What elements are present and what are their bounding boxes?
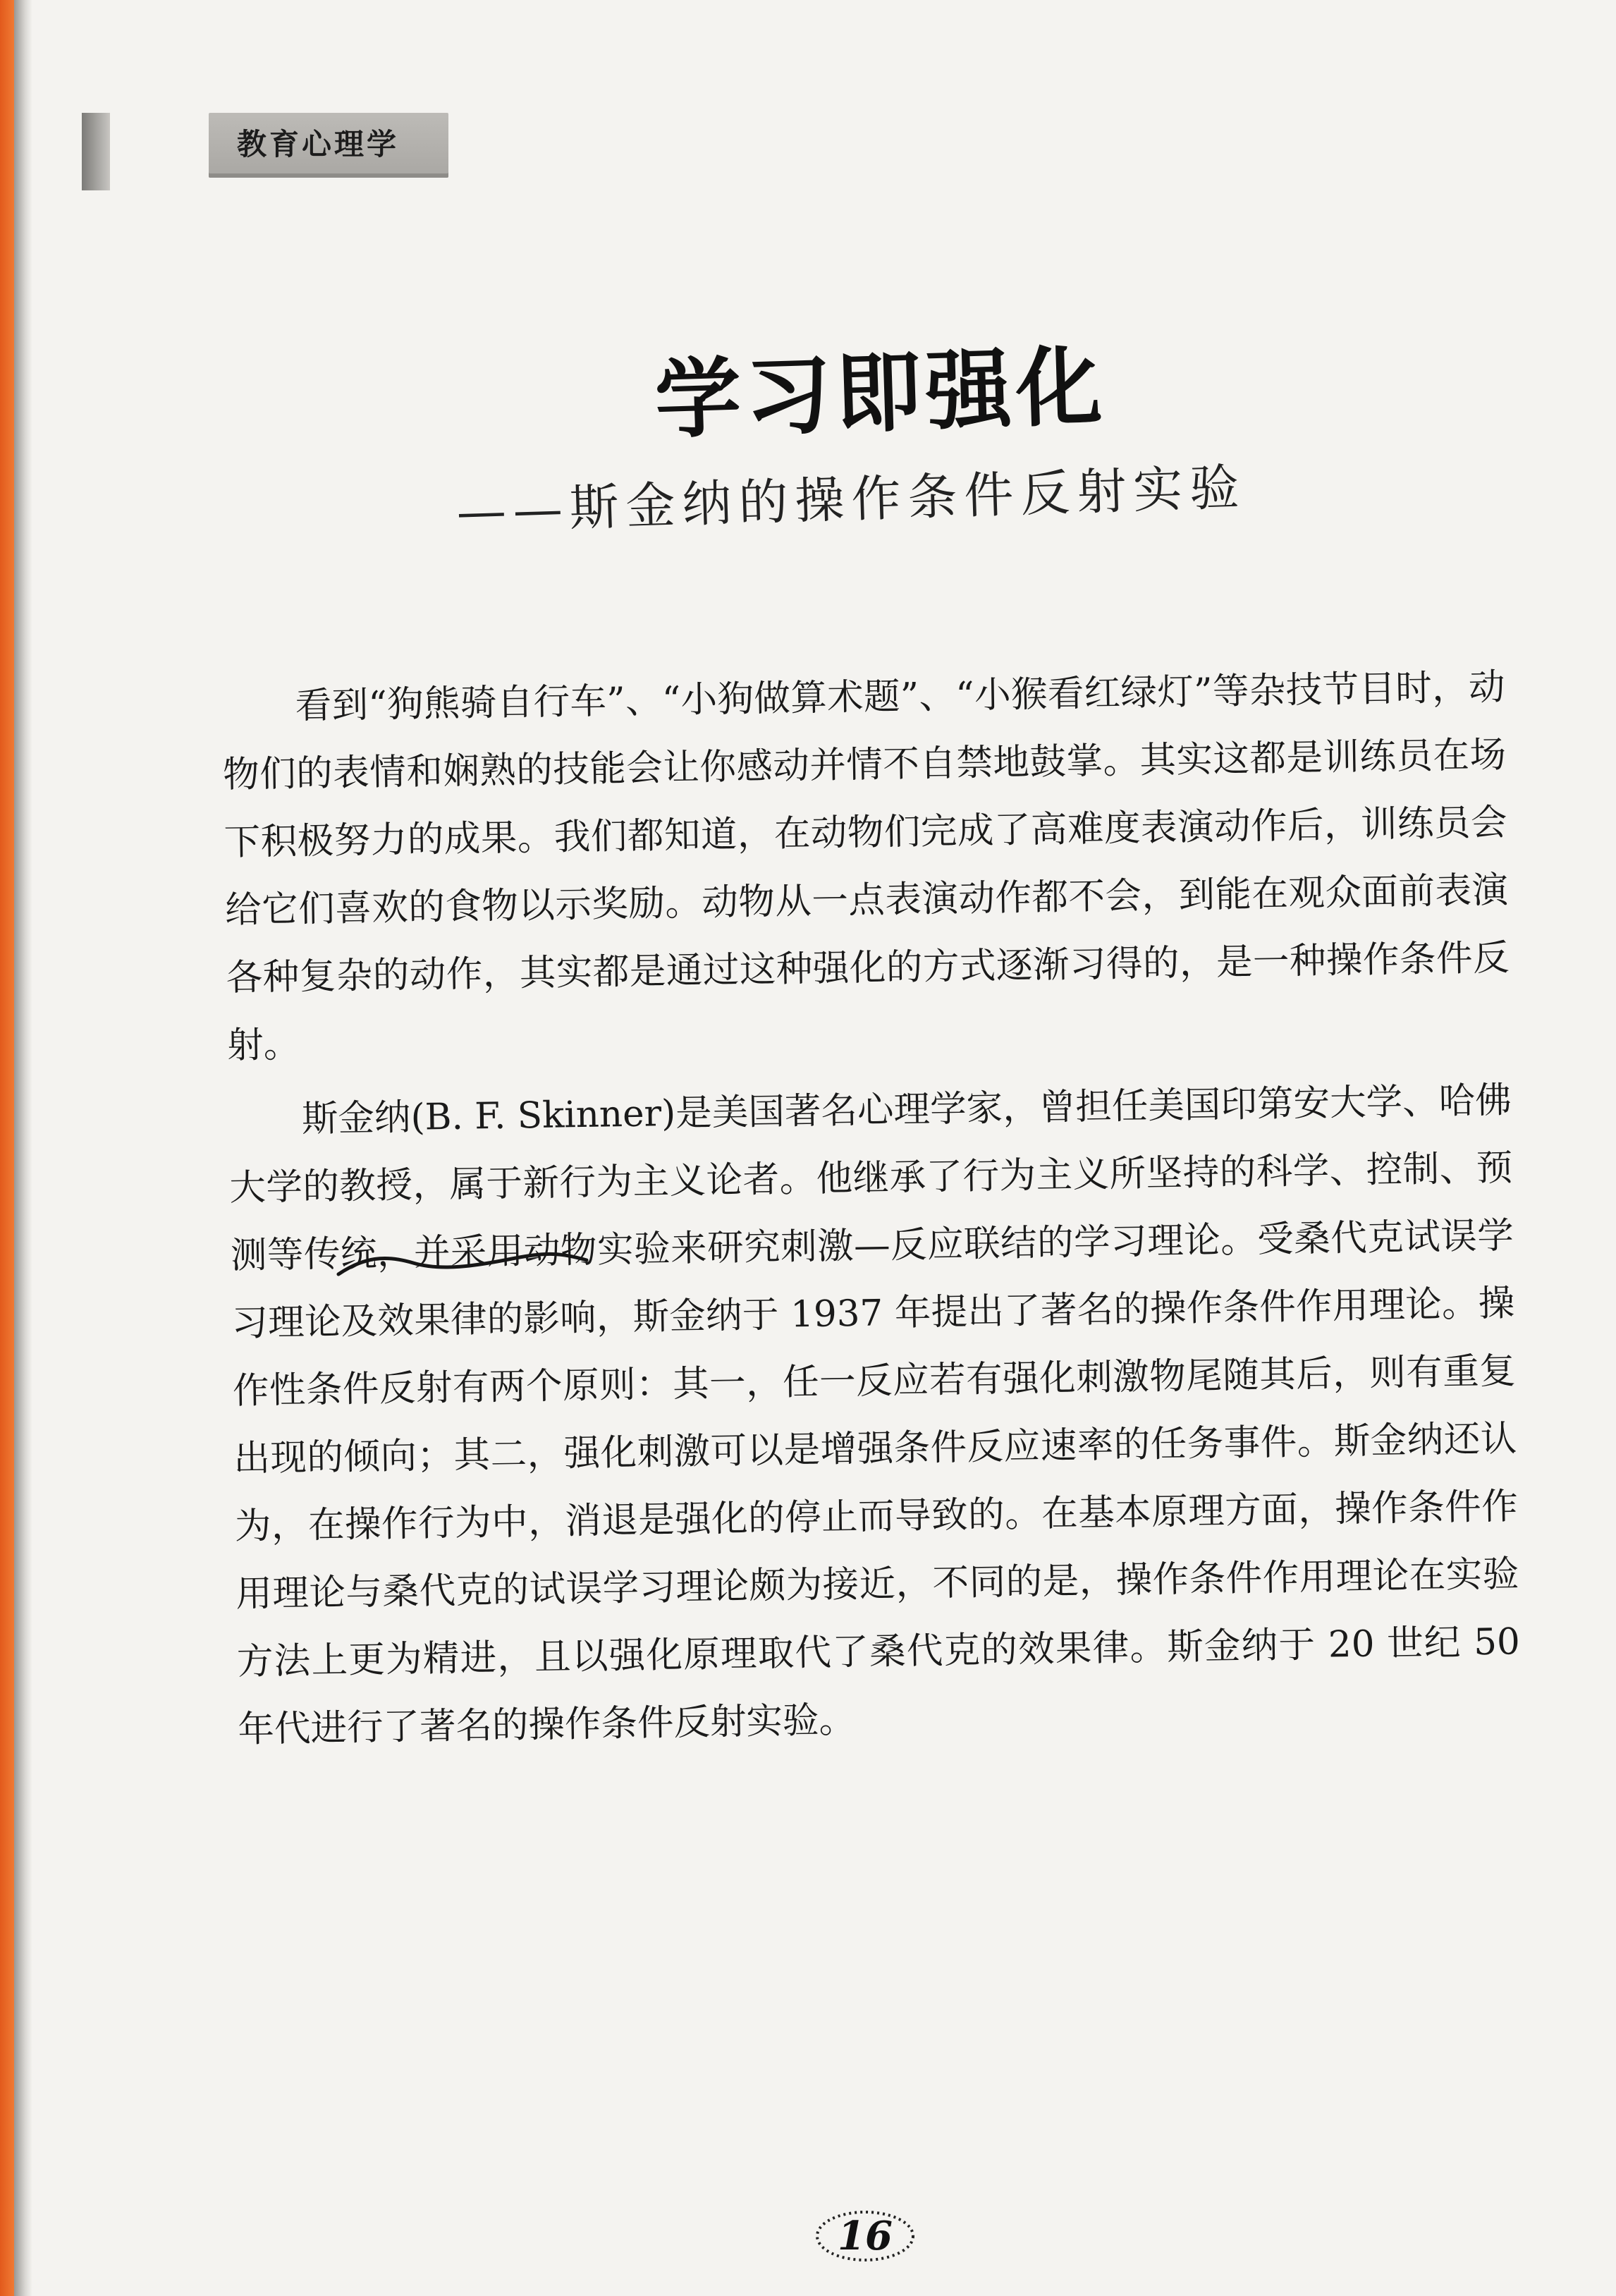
running-header-title: 教育心理学 (237, 127, 400, 161)
paragraph-skinner: 斯金纳(B. F. Skinner)是美国著名心理学家，曾担任美国印第安大学、哈佛大学的教授，属于新行为主义论者。他继承了行为主义所坚持的科学、控制、预测等传统，并采用动物实验来研究刺激—反应联结的学习理论。受桑代克试误学习理论及效果律的影响，斯金纳于 1937 年提出了著名的操作条件作用理论。操作性条件反射有两个原则：其一，任一反应若有强化刺激物尾随其后，则有重复出现的倾向；其二，强化刺激可以是增强条件反应速率的任务事件。斯金纳还认为，在操作行为中，消退是强化的停止而导致的。在基本原理方面，操作条件作用理论与桑代克的试误学习理论颇为接近，不同的是，操作条件作用理论在实验方法上更为精进，且以强化原理取代了桑代克的效果律。斯金纳于 20 世纪 50 年代进行了著名的操作条件反射实验。 (228, 1079, 1521, 1751)
book-page (32, 0, 1616, 2296)
article-subtitle: ——斯金纳的操作条件反射实验 (455, 458, 1247, 541)
article-body (221, 653, 1522, 1770)
book-edge-orange (0, 0, 14, 2296)
book-spine-shadow (14, 0, 32, 2296)
article-title: 学习即强化 (653, 336, 1108, 451)
paragraph-intro: 看到“狗熊骑自行车”、“小狗做算术题”、“小猴看红绿灯”等杂技节目时，动物们的表情和娴熟的技能会让你感动并情不自禁地鼓掌。其实这都是训练员在场下积极努力的成果。我们都知道，在动物们完成了高难度表演动作后，训练员会给它们喜欢的食物以示奖励。动物从一点表演动作都不会，到能在观众面前表演各种复杂的动作，其实都是通过这种强化的方式逐渐习得的，是一种操作条件反射。 (222, 666, 1510, 1067)
page-number (812, 2204, 918, 2268)
handwritten-underline-mark (336, 1245, 589, 1287)
header-spine-mark (82, 113, 110, 190)
page-number-text: 16 (838, 2213, 893, 2259)
